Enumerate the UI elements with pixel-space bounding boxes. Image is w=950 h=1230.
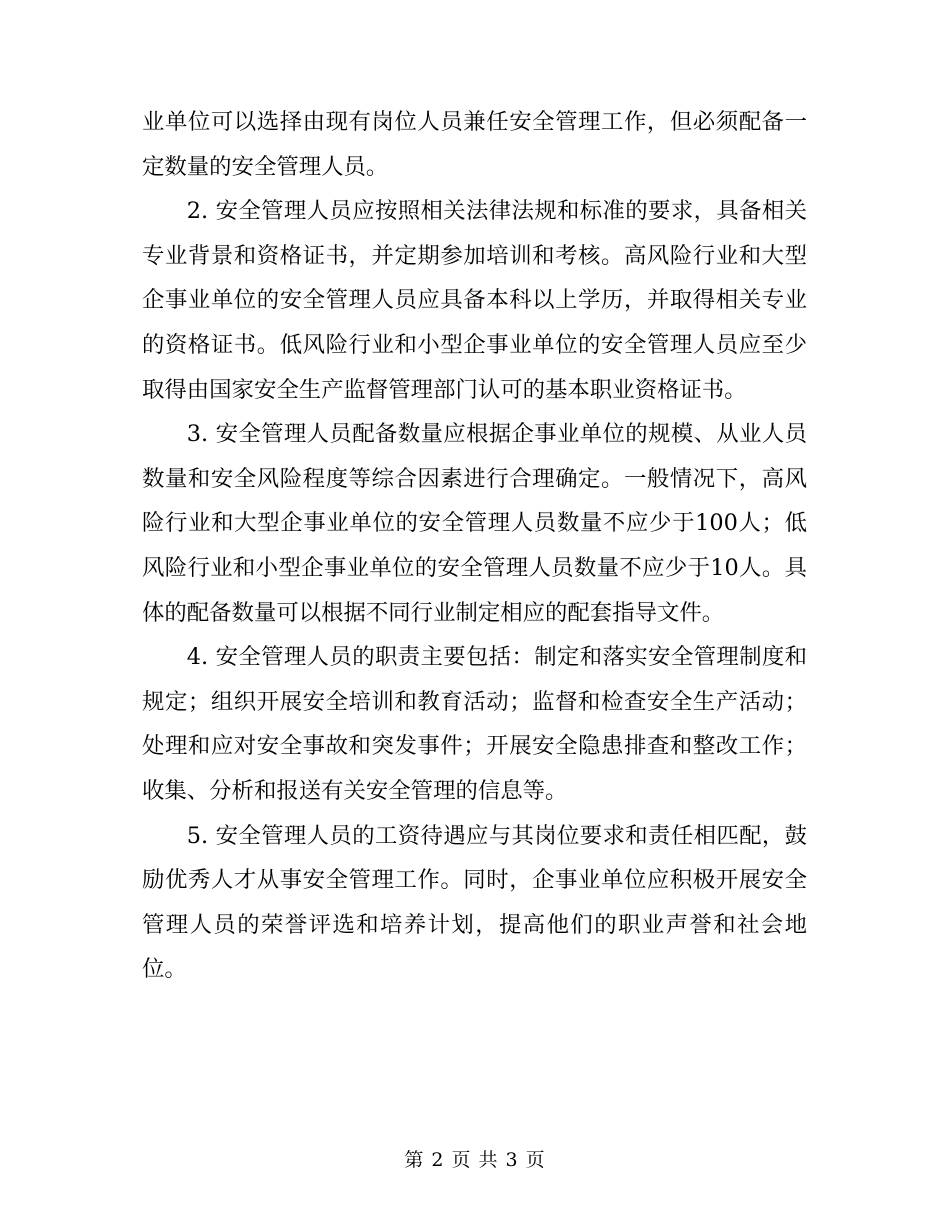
paragraph-continuation: 业单位可以选择由现有岗位人员兼任安全管理工作，但必须配备一定数量的安全管理人员。 bbox=[142, 109, 807, 180]
paragraph-item-4: 4. 安全管理人员的职责主要包括：制定和落实安全管理制度和规定；组织开展安全培训和教育活动；监督和检查安全生产活动；处理和应对安全事故和突发事件；开展安全隐患排查和整改工作；收集、分析和报送有关安全管理的信息等。 bbox=[142, 644, 807, 804]
document-body bbox=[142, 100, 807, 992]
paragraph-item-5: 5. 安全管理人员的工资待遇应与其岗位要求和责任相匹配，鼓励优秀人才从事安全管理工作。同时，企事业单位应积极开展安全管理人员的荣誉评选和培养计划，提高他们的职业声誉和社会地位。 bbox=[142, 822, 807, 983]
paragraph-item-2: 2. 安全管理人员应按照相关法律法规和标准的要求，具备相关专业背景和资格证书，并定期参加培训和考核。高风险行业和大型企事业单位的安全管理人员应具备本科以上学历，并取得相关专业的资格证书。低风险行业和小型企事业单位的安全管理人员应至少取得由国家安全生产监督管理部门认可的基本职业资格证书。 bbox=[142, 198, 807, 403]
paragraph-item-3: 3. 安全管理人员配备数量应根据企事业单位的规模、从业人员数量和安全风险程度等综合因素进行合理确定。一般情况下，高风险行业和大型企事业单位的安全管理人员数量不应少于100人；低风险行业和小型企事业单位的安全管理人员数量不应少于10人。具体的配备数量可以根据不同行业制定相应的配套指导文件。 bbox=[142, 421, 807, 626]
page-number-footer: 第 2 页 共 3 页 bbox=[404, 1149, 546, 1171]
